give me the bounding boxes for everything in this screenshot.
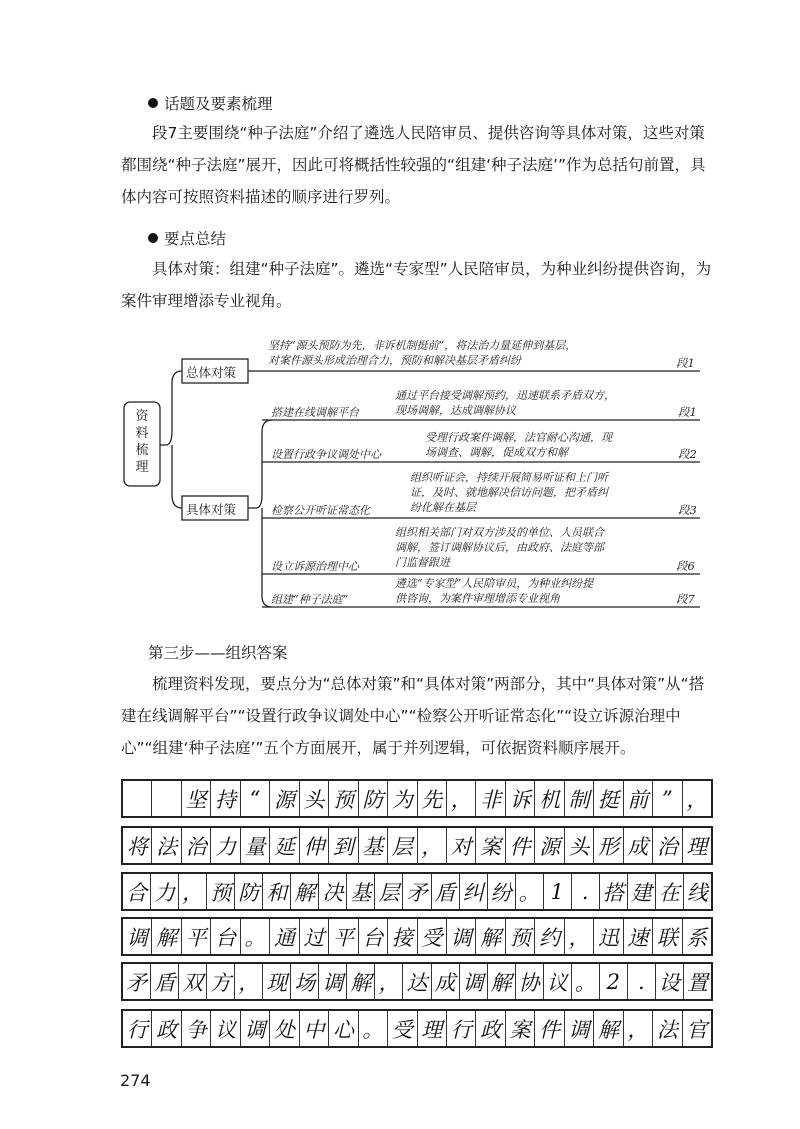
item-label-4: 设立诉源治理中心 — [271, 560, 359, 573]
grid-cell: 基 — [347, 874, 375, 909]
grid-cell: “ — [241, 781, 270, 816]
grid-cell: 矛 — [123, 964, 151, 999]
grid-cell: 层 — [388, 828, 417, 863]
grid-cell: 处 — [270, 1011, 299, 1046]
grid-cell: 解 — [347, 964, 375, 999]
step3-paragraph: 梳理资料发现，要点分为“总体对策”和“具体对策”两部分，其中“具体对策”从“搭建在线调解平台”“设置行政争议调处中心”“检察公开听证常态化”“设立诉源治理中心”“组建‘种子法庭’”五个方面展开，属于并列逻辑，可依据资料顺序展开。 — [121, 675, 705, 757]
grid-cell — [123, 781, 152, 816]
topic-heading-text: 话题及要素梳理 — [164, 95, 273, 113]
grid-cell: 法 — [653, 1011, 682, 1046]
grid-cell: 。 — [572, 964, 600, 999]
grid-cell: 。 — [516, 874, 544, 909]
item-desc-5-line2: 供咨询，为案件审理增添专业视角 — [395, 592, 560, 605]
grid-cell: 官 — [686, 1017, 708, 1042]
grid-cell: 调 — [241, 1011, 270, 1046]
grid-cell: 合 — [123, 874, 151, 909]
grid-cell: 件 — [535, 1011, 564, 1046]
grid-cell: 纷 — [488, 874, 516, 909]
grid-cell: 治 — [653, 828, 682, 863]
summary-heading-text: 要点总结 — [164, 230, 227, 248]
item-seg-3: 段3 — [678, 503, 697, 517]
item-label-5: 组建“种子法庭” — [271, 593, 349, 606]
grid-cell: 非 — [476, 781, 505, 816]
general-desc-line1: 坚持“源头预防为先，非诉机制挺前”，将法治力量延伸到基层， — [268, 339, 577, 352]
grid-cell: 将 — [123, 828, 152, 863]
grid-cell: 件 — [506, 828, 535, 863]
grid-cell: 方 — [207, 964, 235, 999]
item-label-2: 设置行政争议调处中心 — [271, 448, 381, 461]
item-desc-2-line2: 场调查、调解，促成双方和解 — [425, 446, 568, 459]
root-label: 资料梳理 — [135, 409, 149, 475]
grid-cell: 受 — [388, 1011, 417, 1046]
item-desc-5-line1: 遴选“专家型”人民陪审员，为种业纠纷提 — [395, 577, 594, 590]
grid-cell: 成 — [432, 964, 460, 999]
grid-row — [121, 779, 713, 818]
grid-cell: 。 — [241, 919, 270, 954]
grid-cell: 和 — [263, 874, 291, 909]
grid-cell: 过 — [300, 919, 329, 954]
grid-cell: 案 — [506, 1011, 535, 1046]
item-desc-2-line1: 受理行政案件调解，法官耐心沟通，现 — [425, 431, 612, 444]
grid-cell: 心 — [329, 1011, 358, 1046]
grid-cell: 置 — [686, 970, 708, 995]
item-desc-2 — [425, 430, 612, 460]
item-desc-1-line1: 通过平台接受调解预约，迅速联系矛盾双方， — [395, 389, 615, 402]
grid-cell: 解 — [594, 1011, 623, 1046]
item-desc-4-line3: 门监督跟进 — [395, 556, 450, 569]
grid-cell: 场 — [291, 964, 319, 999]
grid-cell: 议 — [544, 964, 572, 999]
root-bracket — [160, 371, 182, 508]
item-label-1: 搭建在线调解平台 — [271, 406, 359, 419]
grid-cell: 速 — [624, 919, 653, 954]
grid-cell: 在 — [656, 874, 684, 909]
item-desc-3-line1: 组织听证会，持续开展简易听证和上门听 — [410, 471, 608, 484]
general-label: 总体对策 — [186, 365, 237, 380]
grid-cell: 系 — [686, 925, 708, 950]
grid-cell: 1 — [544, 874, 572, 909]
topic-paragraph: 段7主要围绕“种子法庭”介绍了遴选人民陪审员、提供咨询等具体对策，这些对策都围绕“种子法庭”展开，因此可将概括性较强的“组建‘种子法庭’”作为总括句前置，具体内容可按照资料描述的顺序进行罗列。 — [121, 124, 706, 206]
grid-cell: 盾 — [432, 874, 460, 909]
grid-cell: 源 — [270, 781, 299, 816]
grid-cell: ， — [375, 964, 403, 999]
grid-cell: 议 — [211, 1011, 240, 1046]
grid-cell: 到 — [329, 828, 358, 863]
grid-cell: 双 — [179, 964, 207, 999]
grid-cell: 延 — [270, 828, 299, 863]
specific-label: 具体对策 — [186, 502, 237, 517]
grid-cell: 量 — [241, 828, 270, 863]
grid-cell: 形 — [594, 828, 623, 863]
grid-row — [121, 917, 713, 956]
grid-cell: 线 — [686, 880, 708, 905]
grid-cell: 。 — [359, 1011, 388, 1046]
grid-cell: 设 — [656, 964, 684, 999]
grid-cell: 搭 — [600, 874, 628, 909]
grid-cell: 伸 — [300, 828, 329, 863]
grid-cell: 政 — [476, 1011, 505, 1046]
grid-cell: 坚 — [182, 781, 211, 816]
grid-cell: 2 — [600, 964, 628, 999]
grid-cell: . — [628, 964, 656, 999]
item-desc-3 — [410, 470, 608, 515]
grid-cell: 力 — [151, 874, 179, 909]
grid-row — [121, 826, 713, 865]
grid-cell: 平 — [182, 919, 211, 954]
grid-cell: ， — [565, 919, 594, 954]
grid-cell: 解 — [488, 964, 516, 999]
item-desc-4 — [395, 525, 604, 570]
grid-cell: 调 — [460, 964, 488, 999]
grid-cell: 受 — [418, 919, 447, 954]
grid-cell: 建 — [628, 874, 656, 909]
grid-cell: 协 — [516, 964, 544, 999]
item-desc-3-line3: 纷化解在基层 — [410, 501, 476, 514]
item-seg-1: 段1 — [678, 405, 697, 419]
grid-cell: ， — [447, 781, 476, 816]
grid-cell: 前 — [624, 781, 653, 816]
grid-cell: 为 — [388, 781, 417, 816]
grid-cell: 决 — [319, 874, 347, 909]
grid-cell: 联 — [653, 919, 682, 954]
grid-cell: 调 — [123, 919, 152, 954]
grid-cell: 政 — [152, 1011, 181, 1046]
grid-cell — [152, 781, 181, 816]
grid-cell: 解 — [476, 919, 505, 954]
item-seg-4: 段6 — [676, 559, 695, 573]
grid-cell: 调 — [319, 964, 347, 999]
grid-cell: 争 — [182, 1011, 211, 1046]
grid-cell: 制 — [565, 781, 594, 816]
grid-cell: 理 — [418, 1011, 447, 1046]
general-desc — [268, 338, 576, 368]
grid-cell: 持 — [211, 781, 240, 816]
general-seg: 段1 — [676, 356, 695, 370]
item-desc-1 — [395, 388, 615, 418]
summary-paragraph: 具体对策：组建“种子法庭”。遴选“专家型”人民陪审员，为种业纠纷提供咨询，为案件审理增添专业视角。 — [121, 260, 712, 310]
grid-cell: ， — [624, 1011, 653, 1046]
item-desc-1-line2: 现场调解，达成调解协议 — [395, 404, 516, 417]
grid-cell: 现 — [263, 964, 291, 999]
item-desc-5 — [395, 576, 593, 606]
grid-cell: 调 — [565, 1011, 594, 1046]
item-desc-4-line1: 组织相关部门对双方涉及的单位、人员联合 — [395, 526, 604, 539]
grid-cell: 预 — [506, 919, 535, 954]
grid-row — [121, 962, 713, 1001]
item-desc-4-line2: 调解，签订调解协议后，由政府、法庭等部 — [395, 541, 604, 554]
grid-cell: 通 — [270, 919, 299, 954]
grid-cell: 预 — [207, 874, 235, 909]
grid-cell: 头 — [300, 781, 329, 816]
grid-cell: 防 — [235, 874, 263, 909]
grid-cell: 法 — [152, 828, 181, 863]
grid-cell: 机 — [535, 781, 564, 816]
grid-cell: 台 — [359, 919, 388, 954]
grid-cell: 平 — [329, 919, 358, 954]
grid-cell: . — [572, 874, 600, 909]
grid-cell: 防 — [359, 781, 388, 816]
general-desc-line2: 对案件源头形成治理合力，预防和解决基层矛盾纠纷 — [268, 354, 521, 367]
step3-heading: 第三步——组织答案 — [148, 644, 288, 662]
grid-cell: 案 — [476, 828, 505, 863]
grid-cell: 纠 — [460, 874, 488, 909]
grid-cell: ， — [179, 874, 207, 909]
specific-bracket — [248, 420, 272, 607]
grid-cell: 矛 — [403, 874, 431, 909]
grid-cell: 行 — [447, 1011, 476, 1046]
grid-cell: 对 — [447, 828, 476, 863]
page-number: 274 — [120, 1071, 151, 1090]
grid-cell: ， — [418, 828, 447, 863]
grid-cell: 盾 — [151, 964, 179, 999]
grid-cell: 治 — [182, 828, 211, 863]
item-seg-2: 段2 — [678, 447, 697, 461]
grid-row — [121, 1009, 713, 1048]
grid-cell: 迅 — [594, 919, 623, 954]
grid-cell: 诉 — [506, 781, 535, 816]
grid-cell: 中 — [300, 1011, 329, 1046]
grid-cell: 理 — [686, 834, 708, 859]
grid-cell: 解 — [291, 874, 319, 909]
item-desc-3-line2: 证，及时、就地解决信访问题，把矛盾纠 — [410, 486, 608, 499]
grid-cell: 源 — [535, 828, 564, 863]
item-label-3: 检察公开听证常态化 — [271, 504, 370, 517]
grid-cell: 调 — [447, 919, 476, 954]
grid-cell: 台 — [211, 919, 240, 954]
grid-cell: 基 — [359, 828, 388, 863]
grid-cell: 力 — [211, 828, 240, 863]
grid-cell: 接 — [388, 919, 417, 954]
grid-cell: ， — [235, 964, 263, 999]
grid-cell: 预 — [329, 781, 358, 816]
grid-cell: ， — [686, 787, 708, 812]
grid-cell: 挺 — [594, 781, 623, 816]
grid-cell: 层 — [375, 874, 403, 909]
grid-cell: ” — [653, 781, 682, 816]
grid-cell: 头 — [565, 828, 594, 863]
grid-cell: 行 — [123, 1011, 152, 1046]
grid-cell: 约 — [535, 919, 564, 954]
grid-row — [121, 872, 713, 911]
grid-cell: 解 — [152, 919, 181, 954]
grid-cell: 先 — [418, 781, 447, 816]
grid-cell: 达 — [403, 964, 431, 999]
grid-cell: 成 — [624, 828, 653, 863]
item-seg-5: 段7 — [676, 592, 695, 606]
